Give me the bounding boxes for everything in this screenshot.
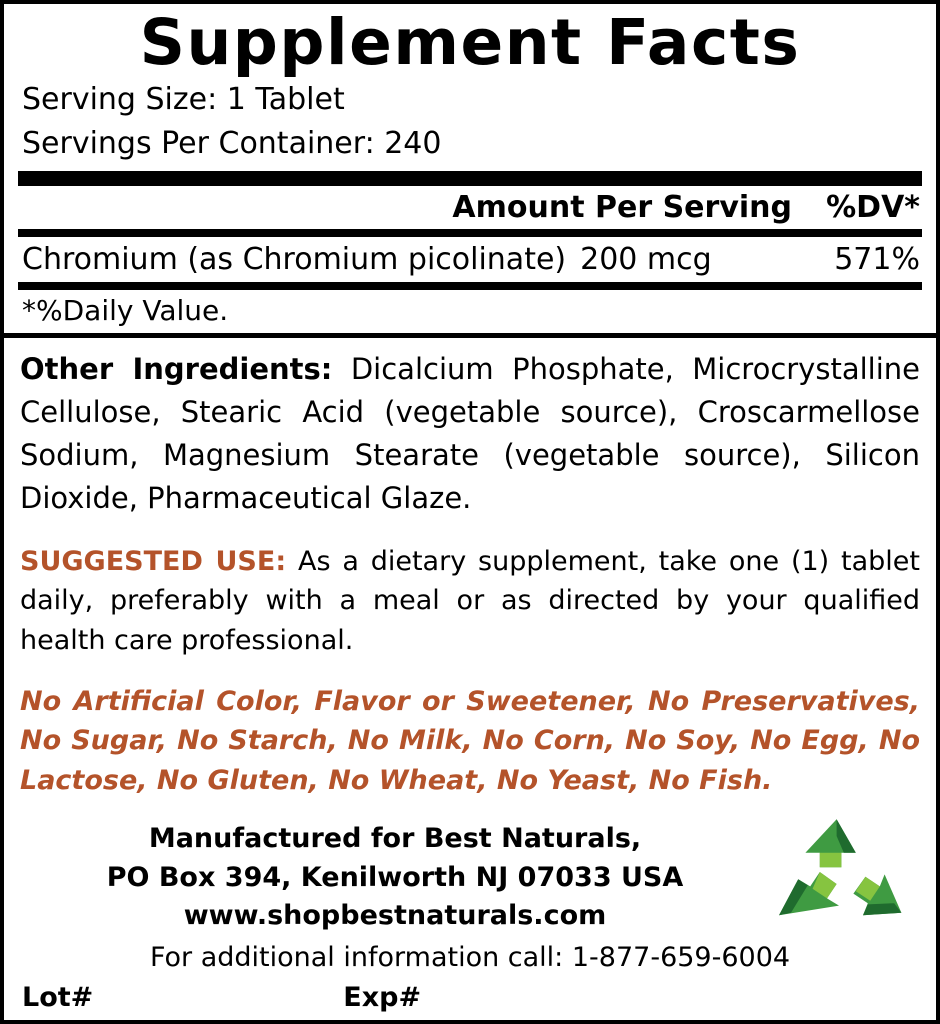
daily-value-footnote: *%Daily Value. [22,294,229,328]
suggested-use-text: As a dietary supplement, take one (1) tablet daily, preferably with a meal or as directed by your qualified health care professional. [20,545,920,656]
free-of-claims: No Artificial Color, Flavor or Sweetener, No Preservatives, No Sugar, No Starch, No Milk, No Corn, No Soy, No Egg, No Lactose, No Gluten, No Wheat, No Yeast, No Fish. [20,685,920,796]
recycle-icon [764,812,914,932]
other-ingredients-heading: Other Ingredients: [20,352,333,387]
table-row [18,237,922,282]
divider-medium-bottom [18,282,922,290]
divider-medium [18,229,922,237]
page-title: Supplement Facts [139,6,801,79]
suggested-use-heading: SUGGESTED USE: [20,545,287,577]
call-info: For additional information call: 1-877-659-6004 [149,942,791,974]
table-header-row [18,186,922,229]
website: www.shopbestnaturals.com [183,899,607,931]
manufactured-for: Manufactured for Best Naturals, [148,823,642,855]
servings-per-container: Servings Per Container: 240 [22,125,442,161]
nutrient-dv: 571% [834,242,920,278]
divider-thick-top [18,171,922,186]
nutrient-amount: 200 mcg [580,242,712,278]
other-ingredients [20,348,920,520]
footer [18,820,922,1012]
suggested-use [20,542,920,660]
other-ingredients-text: Dicalcium Phosphate, Microcrystalline Cellulose, Stearic Acid (vegetable source), Croscarmellose Sodium, Magnesium Stearate (vegetable source), Silicon Dioxide, Pharmaceutical Glaze. [20,352,920,515]
serving-size: Serving Size: 1 Tablet [22,82,345,118]
lot-exp-row [18,982,922,1013]
nutrient-name: Chromium (as Chromium picolinate) [22,242,567,278]
exp-label: Exp# [343,981,422,1013]
dv-header: %DV* [826,190,920,226]
address: PO Box 394, Kenilworth NJ 07033 USA [106,861,684,893]
lot-label: Lot# [22,981,94,1013]
panel-bottom-divider [4,333,936,338]
amount-per-serving-header: Amount Per Serving [452,190,792,226]
